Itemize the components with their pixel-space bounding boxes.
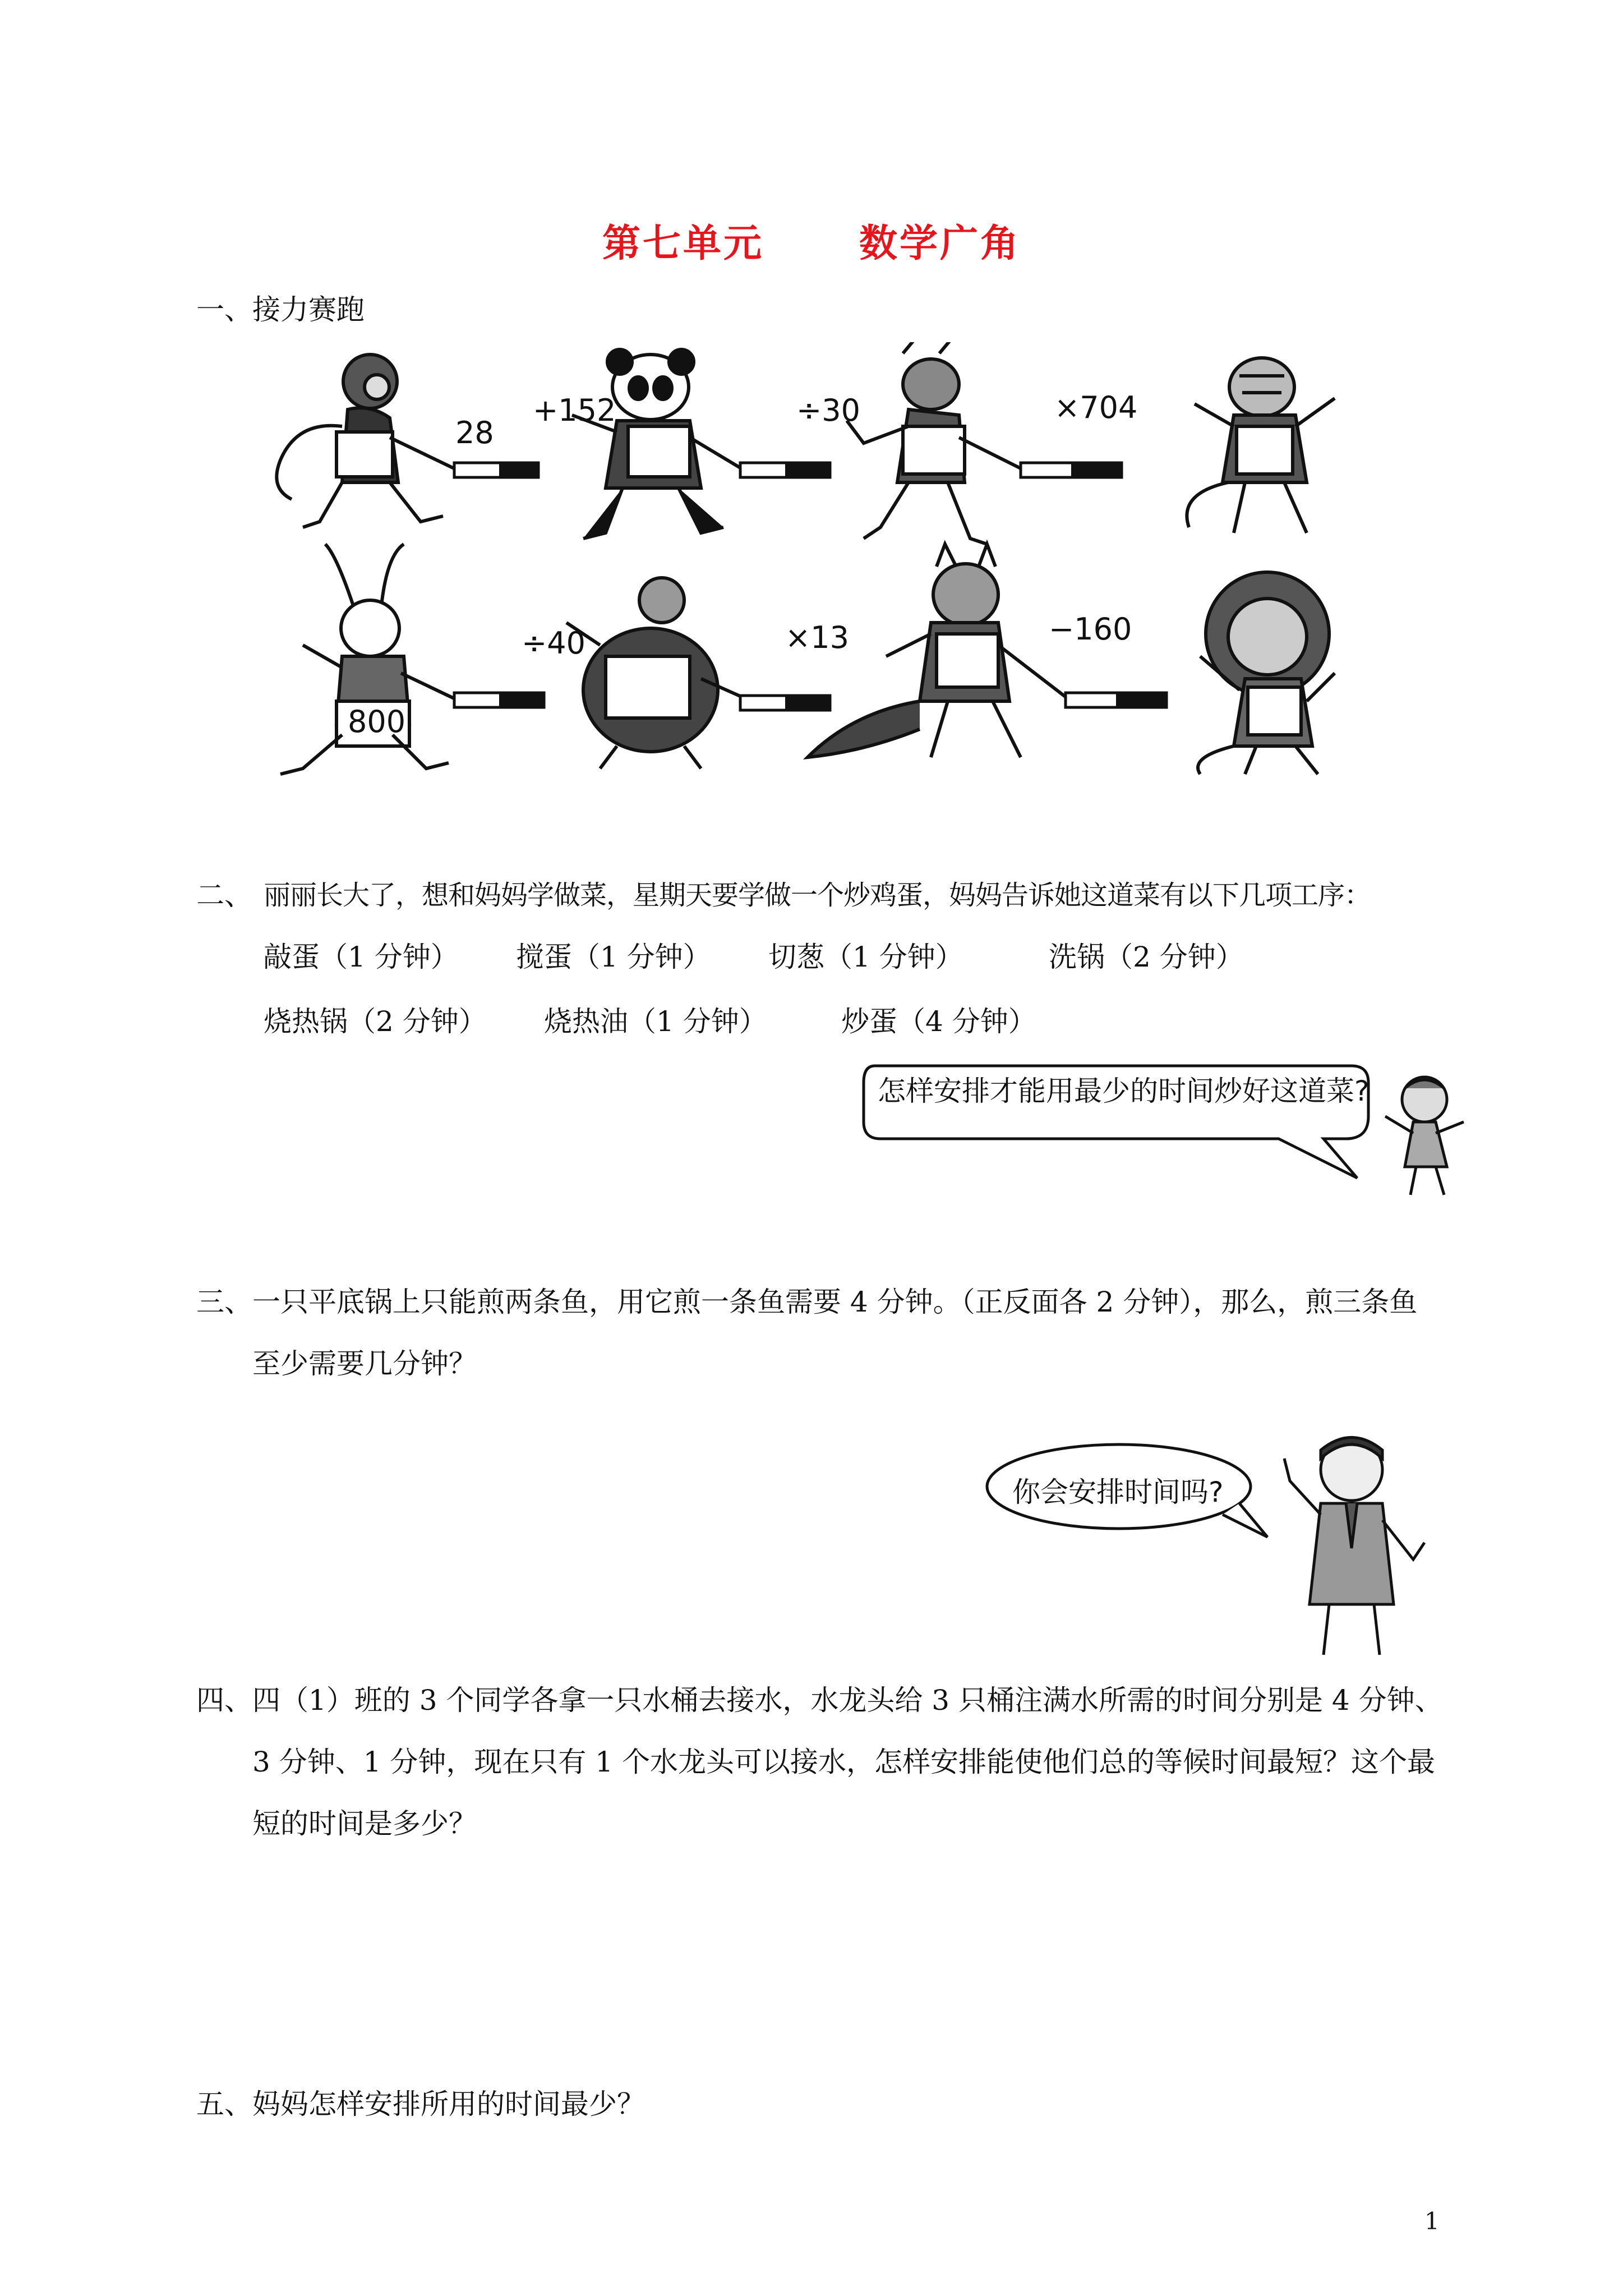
step-fry-egg: 炒蛋（4 分钟） xyxy=(841,1005,1036,1038)
fox-operation: −160 xyxy=(1049,611,1132,647)
turtle-runner-icon xyxy=(566,578,751,769)
q4-line3: 短的时间是多少？ xyxy=(252,1807,477,1840)
rabbit-operation: ÷40 xyxy=(522,625,585,661)
deer-operation: ×704 xyxy=(1054,390,1138,425)
q3-line1: 三、一只平底锅上只能煎两条鱼，用它煎一条鱼需要 4 分钟。（正反面各 2 分钟），那么，煎三条鱼 xyxy=(196,1286,1418,1318)
q1-heading: 一、接力赛跑 xyxy=(196,293,365,326)
tiger-runner-icon xyxy=(1187,358,1335,533)
step-stir-egg: 搅蛋（1 分钟） xyxy=(516,941,711,973)
rabbit-runner-icon xyxy=(280,544,460,774)
deer-runner-icon xyxy=(847,342,1026,544)
q3-bubble-text: 你会安排时间吗? xyxy=(1012,1476,1224,1508)
monkey-runner-icon xyxy=(276,355,460,527)
turtle-operation: ×13 xyxy=(785,620,849,655)
lion-runner-icon xyxy=(1198,572,1335,774)
step-cut-onion: 切葱（1 分钟） xyxy=(768,941,963,973)
step-heat-oil: 烧热油（1 分钟） xyxy=(544,1005,767,1038)
rabbit-start-number: 800 xyxy=(348,704,406,739)
q2-number: 二、 xyxy=(196,879,252,912)
step-wash-wok: 洗锅（2 分钟） xyxy=(1049,941,1244,973)
q3-line2: 至少需要几分钟？ xyxy=(252,1347,477,1380)
page-title xyxy=(0,213,1623,268)
monkey-operation: +152 xyxy=(533,393,616,428)
q2-text: 丽丽长大了，想和妈妈学做菜，星期天要学做一个炒鸡蛋，妈妈告诉她这道菜有以下几项工序： xyxy=(264,880,1371,911)
q2-bubble-text: 怎样安排才能用最少的时间炒好这道菜? xyxy=(878,1075,1370,1107)
boy-character-icon xyxy=(1267,1425,1436,1660)
q5-text: 五、妈妈怎样安排所用的时间最少？ xyxy=(196,2088,645,2120)
q4-line2: 3 分钟、1 分钟，现在只有 1 个水龙头可以接水，怎样安排能使他们总的等候时间最短？这个最 xyxy=(252,1746,1436,1778)
girl-character-icon xyxy=(1374,1066,1486,1200)
topic-title: 数学广角 xyxy=(859,221,1021,266)
unit-title: 第七单元 xyxy=(602,221,764,266)
page-number: 1 xyxy=(1424,2207,1440,2235)
step-heat-wok: 烧热锅（2 分钟） xyxy=(264,1005,487,1038)
step-beat-egg: 敲蛋（1 分钟） xyxy=(264,941,459,973)
monkey-start-number: 28 xyxy=(455,415,494,450)
panda-runner-icon xyxy=(572,349,746,539)
q4-line1: 四、四（1）班的 3 个同学各拿一只水桶去接水，水龙头给 3 只桶注满水所需的时间分别是 4 分钟、 xyxy=(196,1684,1443,1717)
panda-operation: ÷30 xyxy=(796,393,860,428)
